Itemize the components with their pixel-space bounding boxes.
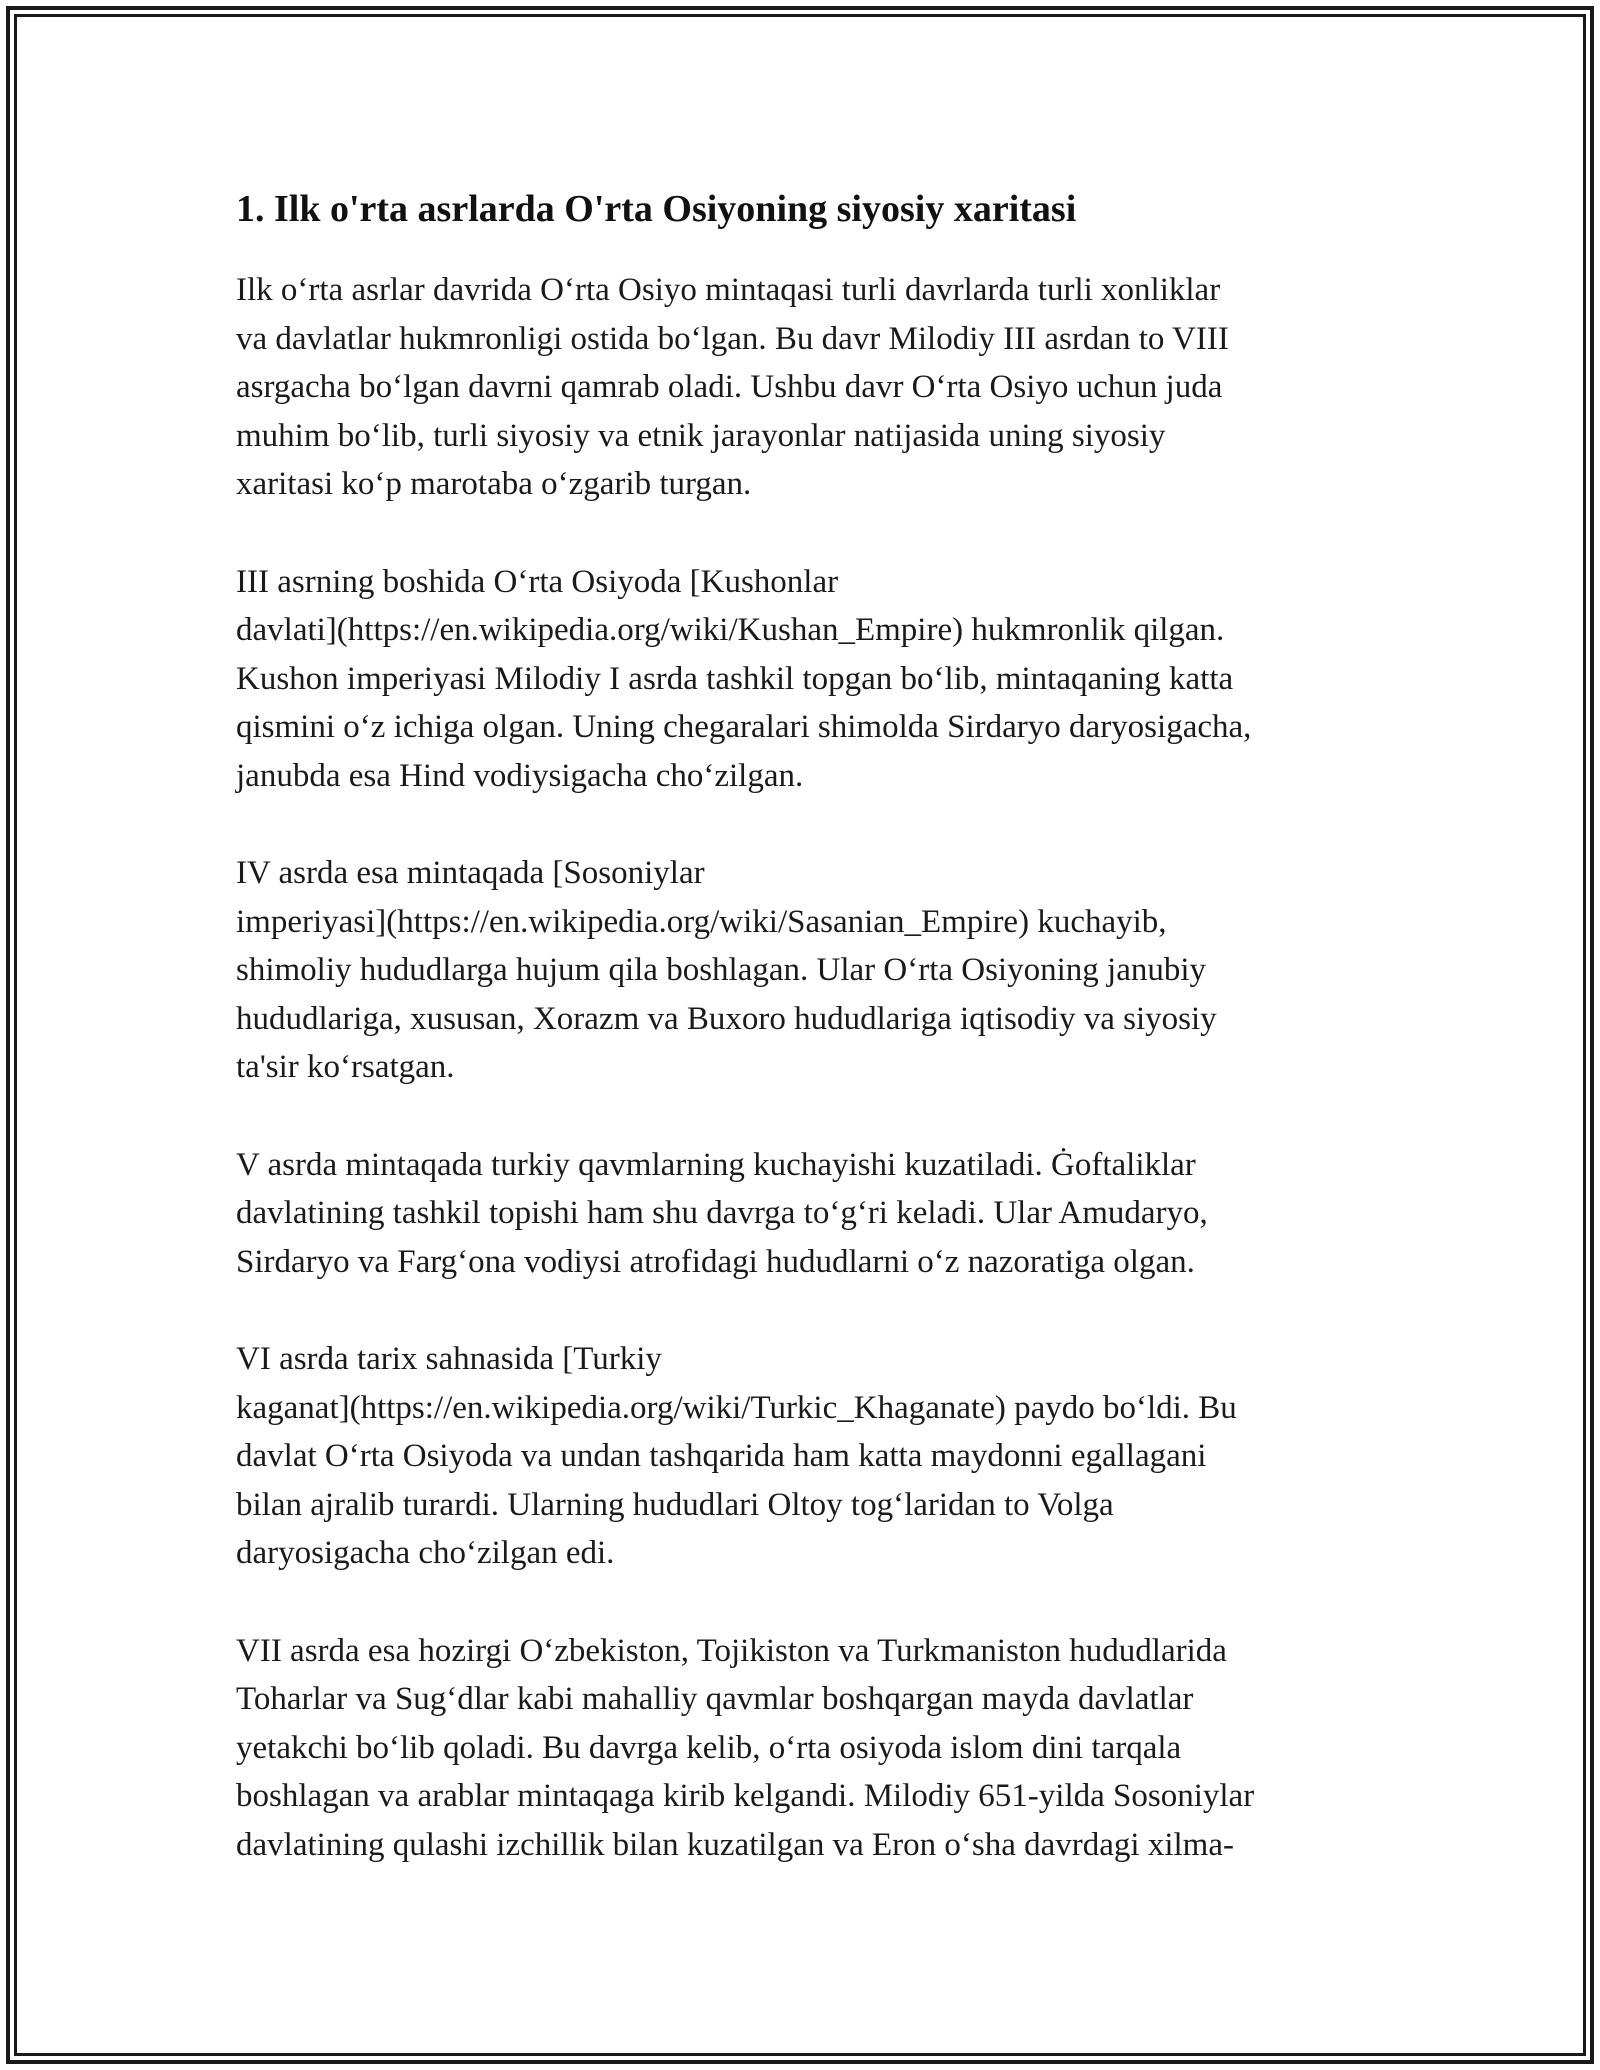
paragraph-line: davlat O‘rta Osiyoda va undan tashqarida ham katta maydonni egallagani [236, 1438, 1207, 1474]
paragraph-line: Sirdaryo va Farg‘ona vodiysi atrofidagi hududlarni o‘z nazoratiga olgan. [236, 1243, 1195, 1280]
paragraph-line: Kushon imperiyasi Milodiy I asrda tashkil topgan bo‘lib, mintaqaning katta [236, 660, 1234, 697]
paragraph [236, 1141, 1376, 1287]
paragraph [236, 849, 1376, 1092]
paragraph [236, 558, 1376, 801]
paragraph-line: shimoliy hududlarga hujum qila boshlagan. Ular O‘rta Osiyoning janubiy [236, 952, 1207, 988]
paragraph-line: hududlariga, xususan, Xorazm va Buxoro hududlariga iqtisodiy va siyosiy [236, 1000, 1217, 1037]
paragraph-line: boshlagan va arablar mintaqaga kirib kelgandi. Milodiy 651-yilda Sosoniylar [236, 1778, 1255, 1814]
paragraph-line: davlati](https://en.wikipedia.org/wiki/Kushan_Empire) hukmronlik qilgan. [236, 612, 1225, 648]
paragraph-line: va davlatlar hukmronligi ostida bo‘lgan. Bu davr Milodiy III asrdan to VIII [236, 320, 1229, 357]
paragraph-line: bilan ajralib turardi. Ularning hududlari Oltoy tog‘laridan to Volga [236, 1486, 1114, 1523]
paragraph-line: yetakchi bo‘lib qoladi. Bu davrga kelib, o‘rta osiyoda islom dini tarqala [236, 1729, 1182, 1766]
paragraph-line: qismini o‘z ichiga olgan. Uning chegaralari shimolda Sirdaryo daryosigacha, [236, 709, 1252, 745]
section-heading: 1. Ilk o'rta asrlarda O'rta Osiyoning siyosiy xaritasi [236, 188, 1077, 230]
paragraph-line: Ilk o‘rta asrlar davrida O‘rta Osiyo mintaqasi turli davrlarda turli xonliklar [236, 272, 1221, 308]
paragraph [236, 266, 1376, 509]
document-body [236, 266, 1376, 1869]
paragraph [236, 1335, 1376, 1578]
paragraph-line: davlatining tashkil topishi ham shu davrga to‘g‘ri keladi. Ular Amudaryo, [236, 1195, 1208, 1231]
paragraph-line: asrgacha bo‘lgan davrni qamrab oladi. Ushbu davr O‘rta Osiyo uchun juda [236, 369, 1223, 405]
paragraph-line: kaganat](https://en.wikipedia.org/wiki/Turkic_Khaganate) paydo bo‘ldi. Bu [236, 1389, 1237, 1426]
document-page [236, 186, 1376, 1918]
paragraph-line: imperiyasi](https://en.wikipedia.org/wiki/Sasanian_Empire) kuchayib, [236, 903, 1167, 940]
paragraph-line: janubda esa Hind vodiysigacha cho‘zilgan. [236, 757, 804, 794]
paragraph-line: ta'sir ko‘rsatgan. [236, 1049, 455, 1085]
paragraph-line: VI asrda tarix sahnasida [Turkiy [236, 1341, 662, 1377]
paragraph-line: Toharlar va Sug‘dlar kabi mahalliy qavmlar boshqargan mayda davlatlar [236, 1681, 1194, 1717]
paragraph-line: davlatining qulashi izchillik bilan kuzatilgan va Eron o‘sha davrdagi xilma- [236, 1826, 1234, 1863]
paragraph-line: VII asrda esa hozirgi O‘zbekiston, Tojikiston va Turkmaniston hududlarida [236, 1632, 1227, 1669]
paragraph-line: V asrda mintaqada turkiy qavmlarning kuchayishi kuzatiladi. Ġoftaliklar [236, 1146, 1196, 1183]
paragraph-line: muhim bo‘lib, turli siyosiy va etnik jarayonlar natijasida uning siyosiy [236, 417, 1166, 454]
paragraph-line: III asrning boshida O‘rta Osiyoda [Kushonlar [236, 563, 839, 600]
paragraph-line: xaritasi ko‘p marotaba o‘zgarib turgan. [236, 466, 752, 502]
paragraph [236, 1627, 1376, 1870]
paragraph-line: daryosigacha cho‘zilgan edi. [236, 1535, 615, 1571]
paragraph-line: IV asrda esa mintaqada [Sosoniylar [236, 855, 705, 891]
